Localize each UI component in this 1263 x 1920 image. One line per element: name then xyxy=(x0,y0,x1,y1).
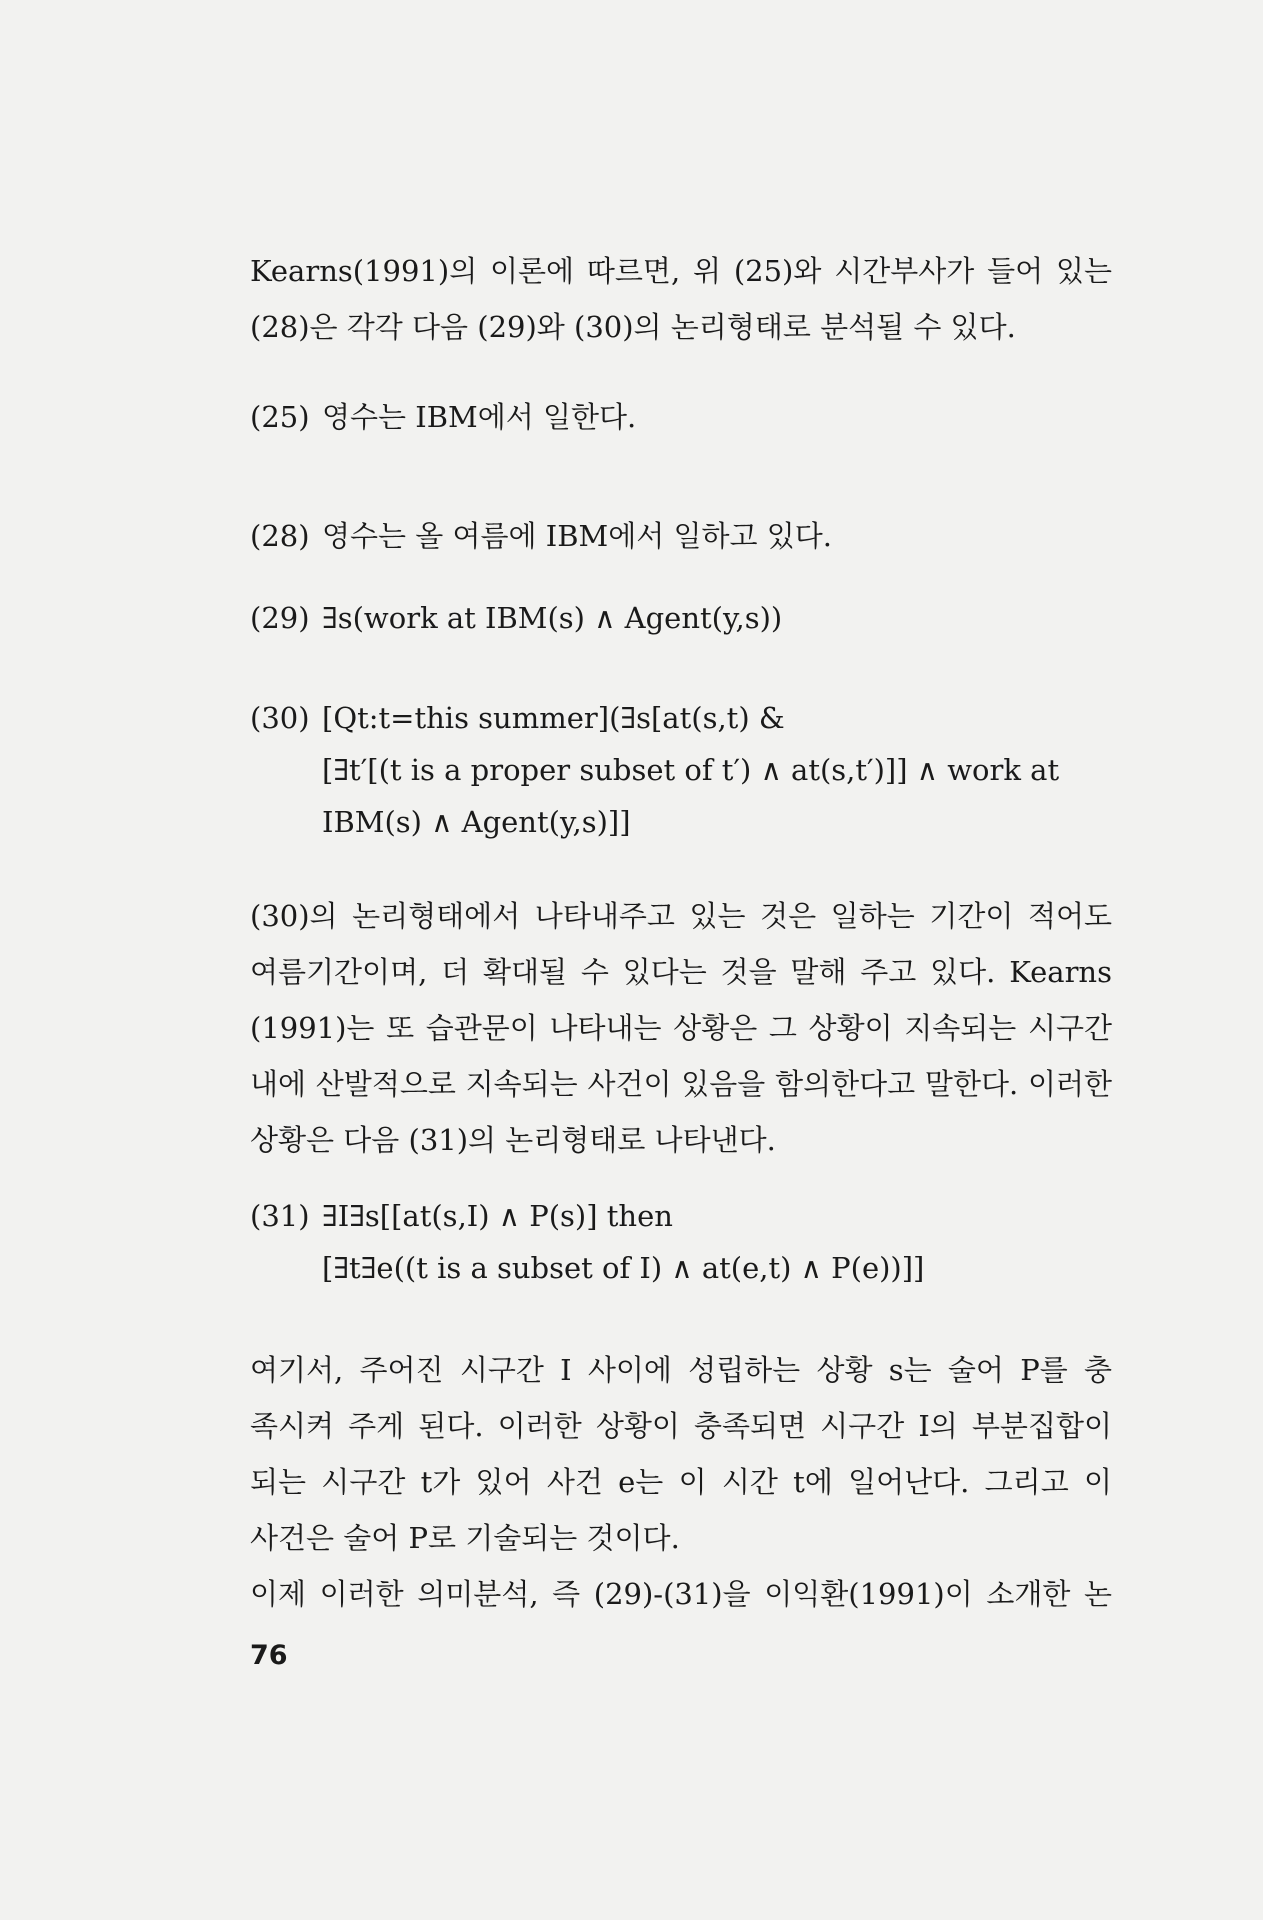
example-31 xyxy=(250,1190,924,1294)
example-25 xyxy=(250,391,636,443)
example-text: 영수는 IBM에서 일한다. xyxy=(322,400,637,434)
logical-form: ∃s(work at IBM(s) ∧ Agent(y,s)) xyxy=(322,601,783,635)
paragraph-interpretation xyxy=(250,1342,1112,1566)
text-line: 사건은 술어 P로 기술되는 것이다. xyxy=(250,1521,680,1555)
text-line: 족시켜 주게 된다. 이러한 상황이 충족되면 시구간 I의 부분집합이 xyxy=(250,1409,1112,1443)
paragraph-intro xyxy=(250,243,1112,355)
text-line: (30)의 논리형태에서 나타내주고 있는 것은 일하는 기간이 적어도 xyxy=(250,899,1112,933)
text-line: 여름기간이며, 더 확대될 수 있다는 것을 말해 주고 있다. Kearns xyxy=(250,955,1112,989)
example-number: (30) xyxy=(250,701,310,735)
example-number: (31) xyxy=(250,1199,310,1233)
text-line: 여기서, 주어진 시구간 I 사이에 성립하는 상황 s는 술어 P를 충 xyxy=(250,1353,1112,1387)
example-number: (29) xyxy=(250,601,310,635)
example-29 xyxy=(250,592,782,644)
text-line: Kearns(1991)의 이론에 따르면, 위 (25)와 시간부사가 들어 있는 xyxy=(250,254,1112,288)
logical-form-line: [∃t∃e((t is a subset of I) ∧ at(e,t) ∧ P(e))]] xyxy=(322,1251,925,1285)
text-line: 상황은 다음 (31)의 논리형태로 나타낸다. xyxy=(250,1123,776,1157)
paragraph-explanation xyxy=(250,888,1112,1168)
example-number: (25) xyxy=(250,400,310,434)
example-text: 영수는 올 여름에 IBM에서 일하고 있다. xyxy=(322,519,832,553)
text-line: 되는 시구간 t가 있어 사건 e는 이 시간 t에 일어난다. 그리고 이 xyxy=(250,1465,1112,1499)
logical-form-line: ∃I∃s[[at(s,I) ∧ P(s)] then xyxy=(322,1199,673,1233)
page-number: 76 xyxy=(250,1640,288,1671)
logical-form-line: IBM(s) ∧ Agent(y,s)]] xyxy=(322,805,631,839)
logical-form-line: [∃t′[(t is a proper subset of t′) ∧ at(s,t′)]] ∧ work at xyxy=(322,753,1060,787)
logical-form-line: [Qt:t=this summer](∃s[at(s,t) & xyxy=(322,701,785,735)
text-line: 이제 이러한 의미분석, 즉 (29)-(31)을 이익환(1991)이 소개한 논 xyxy=(250,1577,1112,1611)
text-line: (28)은 각각 다음 (29)와 (30)의 논리형태로 분석될 수 있다. xyxy=(250,310,1016,344)
paragraph-continuation xyxy=(250,1566,1112,1622)
text-line: 내에 산발적으로 지속되는 사건이 있음을 함의한다고 말한다. 이러한 xyxy=(250,1067,1112,1101)
text-line: (1991)는 또 습관문이 나타내는 상황은 그 상황이 지속되는 시구간 xyxy=(250,1011,1112,1045)
example-30 xyxy=(250,692,1059,848)
example-number: (28) xyxy=(250,519,310,553)
example-28 xyxy=(250,510,832,562)
